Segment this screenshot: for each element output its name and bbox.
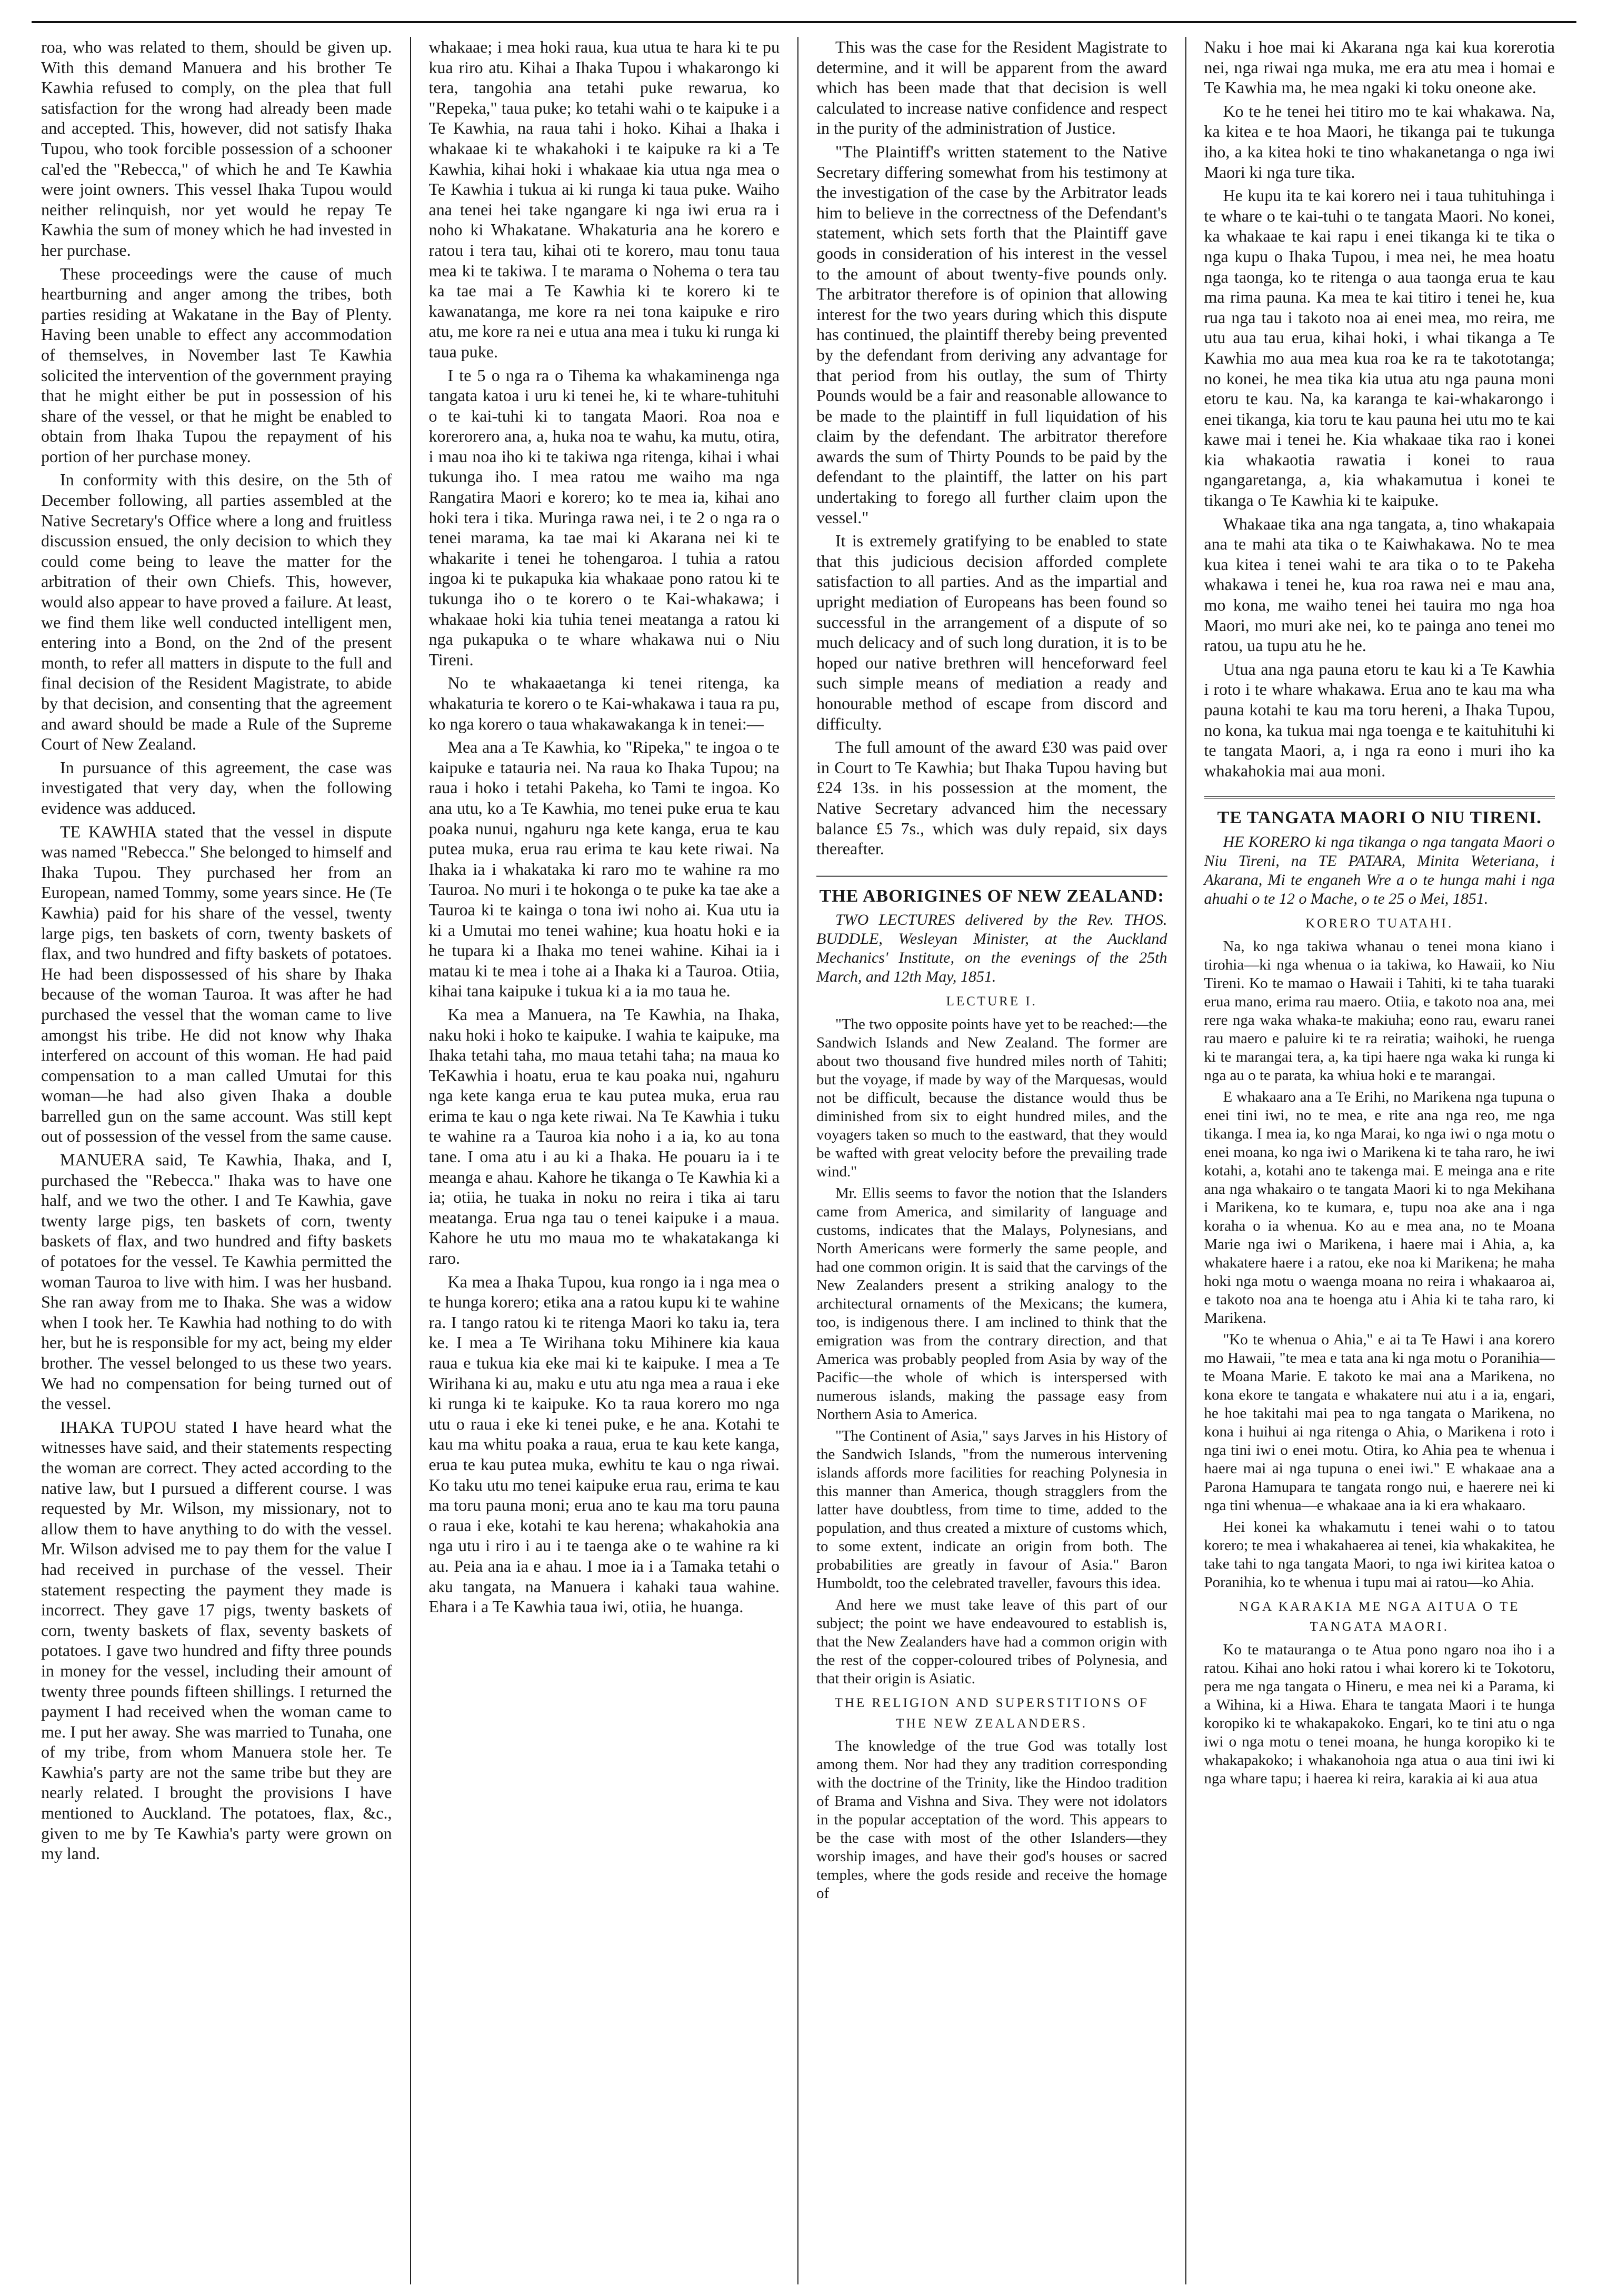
- section-intro: HE KORERO ki nga tikanga o nga tangata Maori o Niu Tireni, na TE PATARA, Minita Weteriana, i Akarana, Mi te enganeh Wre a o te hunga mahi i nga ahuahi o te 12 o Mache, o te 25 o Mei, 1851.: [1204, 833, 1555, 907]
- section-divider: [1204, 796, 1555, 798]
- paragraph: Na, ko nga takiwa whanau o tenei mona kiano i tirohia—ki nga whenua o ia takiwa, ko Hawaii, ko Niu Tireni. Ko te mamao o Hawaii i Tahiti, ki te taha tuaraki erua mano, erima rau maero. Otiia, e takoto noa ana, mei rere nga waka whaka-te makiuha; eono rau, ewaru ranei rau maero e paluire ki te ra reiratia; waihoki, he ruenga ki te marangai tera, a, ka tipi haere nga waka ki runga ki nga au o te parata, ka whiua hoki e te marangai.: [1204, 937, 1555, 1084]
- paragraph: E whakaaro ana a Te Erihi, no Marikena nga tupuna o enei tini iwi, no te mea, e rite ana nga reo, me nga tikanga. I mea ia, ko nga Marai, ko nga iwi o nga motu o enei moana, ko nga iwi o Marikena ki te taha raro, he iwi kotahi, a, kotahi ano te takenga mai. E meinga ana e rite ana nga whakairo o te tangata Maori ki to nga Mekihana i Marikena, ko te kumara, e, tupu noa ake ana i nga koraha o ia whenua. Ko au e mea ana, no te Moana Marie nga iwi o Marikena, i haere mai i Ahia, a, ka whakatere haere i a ratou, eke noa ki Marikena; he maha hoki nga motu o waenga moana no reira i whakaaroa ai, e takoto noa ana te hoenga atu i Ahia ki te taha raro, ki Marikena.: [1204, 1088, 1555, 1326]
- column-3: [797, 37, 1185, 2284]
- paragraph: In conformity with this desire, on the 5th of December following, all parties assembled at the Native Secretary's Office where a long and fruitless discussion ensued, the only decision to which they could come being to leave the matter for the arbitration of their own Chiefs. This, however, would also appear to have proved a failure. At least, we find them like well conducted intelligent men, entering into a Bond, on the 2nd of the present month, to refer all matters in dispute to the full and final decision of the Resident Magistrate, to abide by that decision, and consenting that the agreement and award should be made a Rule of the Supreme Court of New Zealand.: [41, 470, 392, 754]
- section-intro: TWO LECTURES delivered by the Rev. THOS. BUDDLE, Wesleyan Minister, at the Auckland Mechanics' Institute, on the evenings of the 25th March, and 12th May, 1851.: [816, 911, 1167, 986]
- paragraph: I te 5 o nga ra o Tihema ka whakaminenga nga tangata katoa i uru ki tenei he, ki te whare-tuhituhi o te kai-tuhi ki to tangata Maori. Roa noa e korerorero ana, a, huka noa te wahu, ka mutu, otira, i mau noa iho ki te takiwa nga ritenga, kihai i whai tukunga iho. I mea ratou me waiho ma nga Rangatira Maori e korero; ko te mea ia, kihai ano hoki tera i tika. Muringa rawa nei, i te 2 o nga ra o tenei marama, ka tae mai ki Akarana nei ki te whakarite i tenei he tohengaroa. I tuhia a ratou ingoa ki te pukapuka kia whakaae pono ratou ki te tukunga iho o te korero o te Kai-whakawa; i whakaae hoki kia tuhia tenei meatanga a ratou ki nga pukapuka o te whare whakawa nui o Niu Tireni.: [428, 365, 780, 669]
- paragraph: It is extremely gratifying to be enabled to state that this judicious decision afforded complete satisfaction to all parties. And as the impartial and upright mediation of Europeans has been found so successful in the arrangement of a dispute of so much delicacy and of such long duration, it is to be hoped our native brethren will henceforward feel such simple means of mediation a ready and honourable method of escape from discord and difficulty.: [816, 531, 1167, 733]
- lecture-label: LECTURE I.: [946, 994, 1037, 1009]
- paragraph: Naku i hoe mai ki Akarana nga kai kua korerotia nei, nga riwai nga muka, me era atu mea i homai e Te Kawhia ma, he mea ngaki ki toku oneone ake.: [1204, 37, 1555, 97]
- column-2: [410, 37, 798, 2284]
- section-title: TE TANGATA MAORI O NIU TIRENI.: [1217, 808, 1542, 828]
- paragraph: These proceedings were the cause of much heartburning and anger among the tribes, both parties residing at Wakatane in the Bay of Plenty. Having been unable to effect any accommodation of themselves, in November last Te Kawhia solicited the intervention of the government praying that he might either be put in possession of his share of the vessel, or that he might be enabled to obtain from Ihaka Tupou the repayment of his portion of her purchase money.: [41, 264, 392, 466]
- section-title: THE ABORIGINES OF NEW ZEALAND:: [819, 886, 1164, 906]
- lecture-label: KORERO TUATAHI.: [1305, 916, 1454, 931]
- paragraph: Mr. Ellis seems to favor the notion that the Islanders came from America, and similarity of language and customs, indicates that the Malays, Polynesians, and North Americans were formerly the same people, and had one common origin. It is said that the carvings of the New Zealanders present a striking analogy to the architectural ornaments of the Mexicans; the kumera, too, is indigenous there. I am inclined to think that the emigration was from the contrary direction, and that America was probably peopled from Asia by way of the Pacific—the whole of which is interspersed with numerous islands, making the passage easy from Northern Asia to America.: [816, 1184, 1167, 1423]
- paragraph: whakaae; i mea hoki raua, kua utua te hara ki te pu kua riro atu. Kihai a Ihaka Tupou i whakarongo ki tera, tangohia ana tetahi puke rewarua, ko "Repeka," taua puke; ko tetahi wahi o te kaipuke i a Te Kawhia, na raua tahi i hoko. Kihai a Ihaka i whakaae ki te whakahoki i te kaipuke ra ki a Te Kawhia, kihai hoki i whakaae kia utua nga mea o Te Kawhia i tukua ai ki runga ki taua puke. Waiho ana tenei hei take ngangare ki nga iwi erua ra i noho ki Whakatane. Whakaturia ana he korero e ratou i tera tau, kihai oti te korero, mau tonu taua mea ki te takiwa. I te marama o Nohema o tera tau ka tae mai a Te Kawhia ki te korero ki te kawanatanga, me kore ra nei tona kaipuke e riro atu, me kore ra nei e utua ana mea i tuku ki runga ki taua puke.: [428, 37, 780, 361]
- paragraph: No te whakaaetanga ki tenei ritenga, ka whakaturia te korero o te Kai-whakawa i taua ra pu, ko nga korero o taua whakawakanga k in tenei:—: [428, 673, 780, 733]
- sub-heading: NGA KARAKIA ME NGA AITUA O TE TANGATA MAORI.: [1239, 1599, 1520, 1634]
- award-quote: "The Plaintiff's written statement to the Native Secretary differing somewhat from his testimony at the investigation of the case by the Arbitrator leads him to believe in the correctness of the Defendant's statement, which sets forth that the Plaintiff gave goods in consideration of his interest in the vessel to the amount of about twenty-five pounds only. The arbitrator therefore is of opinion that allowing interest for the two years during which this dispute has continued, the plaintiff thereby being prevented by the defendant from deriving any advantage for that period from his outlay, the sum of Thirty Pounds would be a fair and reasonable allowance to be made to the plaintiff in full liquidation of his claim by the defendant. The arbitrator therefore awards the sum of Thirty Pounds to be paid by the defendant to the plaintiff, the latter on his part undertaking to forego all further claim upon the vessel.": [816, 142, 1167, 527]
- paragraph: "Ko te whenua o Ahia," e ai ta Te Hawi i ana korero mo Hawaii, "te mea e tata ana ki nga motu o Poranihia—te Moana Marie. E takoto ke mai ana a Marikena, no kona ekore te tangata e whakatere nui atu i a ia, engari, he hoe takitahi mai pea to nga tangata o Marikena, no kona i huihui ai nga ritenga o Ahia, o Marikena i roto i nga tini iwi o enei motu. Otira, ko Ahia pea te whenua i haere mai ai nga tupuna o enei iwi." E whakaae ana a Parona Hamupara te tangata rongo nui, e haerere nei ki nga tini whenua—e whakaae ana ia ki era whakaaro.: [1204, 1331, 1555, 1514]
- testimony-te-kawhia: TE KAWHIA stated that the vessel in dispute was named "Rebecca." She belonged to himself and Ihaka Tupou. They purchased her from an European, named Tommy, some years since. He (Te Kawhia) paid for his share of the vessel, twenty large pigs, ten baskets of corn, twenty baskets of flax, and two hundred and fifty baskets of potatoes. He had been dispossessed of his share by Ihaka because of the woman Tauroa. It was after he had purchased the vessel that the woman came to live amongst his tribe. He did not know why Ihaka interfered on account of this woman. He had paid compensation to a man called Umutai for this woman—he had also given Ihaka a double barrelled gun on the same account. Was still kept out of possession of the vessel from the same cause.: [41, 822, 392, 1146]
- paragraph: Ka mea a Manuera, na Te Kawhia, na Ihaka, naku hoki i hoko te kaipuke. I wahia te kaipuke, ma Ihaka tetahi taha, mo maua tetahi taha; na maua ko TeKawhia i hoatu, erua te kau poaka nui, ngahuru nga kete kanga erua te kau putea muka, erua rau erima te kau o nga kete riwai. Na Te Kawhia i tuku te wahine ra a Tauroa kia noho i a ia, ko au tona tane. I oma atu i au ki a Ihaka. He pouaru ia i te meanga e ahau. Kahore he tikanga o Te Kawhia ki a ia; otiia, he tuaka in noku no reira i tika ai taru meatanga. Erua nga tau o tenei kaipuke i a maua. Kahore he utu mo maua mo te whakatakanga ki raro.: [428, 1004, 780, 1268]
- column-1: [36, 37, 410, 2284]
- paragraph: In pursuance of this agreement, the case was investigated that very day, when the following evidence was adduced.: [41, 757, 392, 817]
- paragraph: "The two opposite points have yet to be reached:—the Sandwich Islands and New Zealand. The former are about two thousand five hundred miles north of Tahiti; but the voyage, if made by way of the Marquesas, would not be difficult, because the distance would thus be diminished from six to eight hundred miles, and the voyagers taken so much to the eastward, that they would be wafted with great velocity before the prevailing trade wind.": [816, 1015, 1167, 1180]
- paragraph: Ko te matauranga o te Atua pono ngaro noa iho i a ratou. Kihai ano hoki ratou i whai korero ki te Tokotoru, pera me nga tangata o Hineru, e mea nei ki a Parama, ki a Wihina, ki a Hiwa. Ehara te tangata Maori i te hunga koropiko ki te whakapakoko. Engari, ko te tini atu o nga iwi o nga motu o tenei moana, he hunga koropiko ki te whakapakoko; i whakanohoia nga atua o aua tini iwi ki nga whare tapu; i haerea ki reira, karakia ai ki aua atua: [1204, 1641, 1555, 1787]
- paragraph: And here we must take leave of this part of our subject; the point we have endeavoured to establish is, that the New Zealanders have had a common origin with the rest of the copper-coloured tribes of Polynesia, and that their origin is Asiatic.: [816, 1596, 1167, 1687]
- column-4: [1185, 37, 1573, 2284]
- paragraph: Mea ana a Te Kawhia, ko "Ripeka," te ingoa o te kaipuke e tatauria nei. Na raua ko Ihaka Tupou; na raua i hoko i tetahi Pakeha, ko Tami te ingoa. Ko ana utu, ko a Te Kawhia, mo tenei puke erua te kau poaka nunui, ngahuru nga kete kanga, erua te kau putea muka, erua rau erima te kau kete riwai. Na Ihaka ia i whakataka ki raro mo te wahine ra mo Tauroa. No muri i te hokonga o te puke ka tae ake a Tauroa ki te kainga o tona iwi noho ai. Kua utu ia ki a Umutai mo tenei wahine; kua hoatu hoki e ia he tupara ki a Ihaka mo tenei wahine. Kihai ia i matau ki te mea i tohe ai a Ihaka ki a Tauroa. Otiia, kihai tana kaipuke i tukua ki a ia mo taua he.: [428, 737, 780, 1001]
- newspaper-page: [36, 37, 1573, 2284]
- paragraph: The full amount of the award £30 was paid over in Court to Te Kawhia; but Ihaka Tupou having but £24 13s. in his possession at the moment, the Native Secretary advanced him the necessary balance £5 7s., which was duly repaid, six days thereafter.: [816, 737, 1167, 858]
- paragraph: roa, who was related to them, should be given up. With this demand Manuera and his brother Te Kawhia refused to comply, on the plea that full satisfaction for the wrong had already been made and accepted. This, however, did not satisfy Ihaka Tupou, who took forcible possession of a schooner cal'ed the "Rebecca," of which he and Te Kawhia were joint owners. This vessel Ihaka Tupou would neither relinquish, nor yet would he repay Te Kawhia the sum of money which he had invested in her purchase.: [41, 37, 392, 259]
- paragraph: Whakaae tika ana nga tangata, a, tino whakapaia ana te mahi ata tika o te Kaiwhakawa. No te mea kua kitea i tenei wahi te ara tika o to te Pakeha whakawa i tenei he, kua roa rawa nei e mau ana, mo kona, me waiho tenei hei tauira mo nga hoa Maori, mo muri ake nei, ko te painga ano tenei mo ratou, ua tupu atu he he.: [1204, 514, 1555, 655]
- section-divider: [816, 875, 1167, 877]
- top-rule: [32, 21, 1576, 23]
- paragraph: Ka mea a Ihaka Tupou, kua rongo ia i nga mea o te hunga korero; etika ana a ratou kupu ki te wahine ra. I tango ratou ki te ritenga Maori ko taku ia, tera ke. I mea a Te Wirihana toku Mihinere kia kaua raua e tukua kia eke mai ki te kaipuke. I mea a Te Wirihana ki au, maku e utu atu nga mea a raua i eke ki runga ki te kaipuke. Ko ta raua korero mo nga utu o raua i eke ki tenei puke, e he ana. Kotahi te kau ma whitu poaka a raua, erua te kau kete kanga, erua te kau putea muka, ewhitu te kau o nga riwai. Ko taku utu mo tenei kaipuke erua rau, erima te kau ma toru pauna moni; erua ano te kau ma toru pauna o raua i eke, kotahi te kau herena; whakahokia ana nga utu i riro i au i te taenga ake o te wahine ra ki au. Peia ana ia e ahau. I moe ia i a Tamaka tetahi o aku tangata, na Manuera i kahaki taua wahine. Ehara i a Te Kawhia taua iwi, otiia, he huanga.: [428, 1272, 780, 1616]
- paragraph: Hei konei ka whakamutu i tenei wahi o to tatou korero; te mea i whakahaerea ai tenei, kia whakakitea, he take tahi to nga tangata Maori, to nga iwi kiritea katoa o Poranihia, ko te whenua i tupu mai ai ratou—ko Ahia.: [1204, 1518, 1555, 1591]
- testimony-ihaka-tupou: IHAKA TUPOU stated I have heard what the witnesses have said, and their statements respecting the woman are correct. They acted according to the native law, but I pursued a different course. I was requested by Mr. Wilson, my missionary, not to allow them to have anything to do with the vessel. Mr. Wilson advised me to pay them for the value I had received in purchase of the vessel. Their statement respecting the payment they made is incorrect. They gave 17 pigs, twenty baskets of corn, twenty baskets of flax, seventy baskets of potatoes. I gave two hundred and fifty three pounds in money for the vessel, including their amount of twenty three pounds fifteen shillings. I returned the payment I had received when the woman came to me. I put her away. She was married to Tunaha, one of my tribe, from whom Manuera stole her. Te Kawhia's party are not the same tribe but they are nearly related. I brought the provisions I have mentioned to Auckland. The potatoes, flax, &c., given to me by Te Kawhia's party were grown on my land.: [41, 1417, 392, 1863]
- paragraph: This was the case for the Resident Magistrate to determine, and it will be apparent from the award which has been made that that decision is well calculated to increase native confidence and respect in the purity of the administration of Justice.: [816, 37, 1167, 138]
- paragraph: "The Continent of Asia," says Jarves in his History of the Sandwich Islands, "from the numerous intervening islands affords more facilities for reaching Polynesia in this manner than America, though stragglers from the latter have doubtless, from time to time, added to the population, and thus created a mixture of customs which, to some extent, indicate an origin from both. The probabilities are greatly in favour of Asia." Baron Humboldt, too the celebrated traveller, favours this idea.: [816, 1427, 1167, 1592]
- paragraph: Ko te he tenei hei titiro mo te kai whakawa. Na, ka kitea e te hoa Maori, he tikanga pai te tukunga iho, a ka kitea hoki te tino whakanetanga o nga iwi Maori ki nga ture tika.: [1204, 101, 1555, 182]
- paragraph: Utua ana nga pauna etoru te kau ki a Te Kawhia i roto i te whare whakawa. Erua ano te kau ma wha pauna kotahi te kau ma toru hereni, a Ihaka Tupou, no kona, ka tukua mai nga toenga e te kaituhituhi ki te tangata Maori, a, i nga ra eono i muri iho ka whakahokia mai aua moni.: [1204, 659, 1555, 780]
- sub-heading: THE RELIGION AND SUPERSTITIONS OF THE NEW ZEALANDERS.: [834, 1695, 1149, 1731]
- paragraph: He kupu ita te kai korero nei i taua tuhituhinga i te whare o te kai-tuhi o te tangata Maori. No konei, ka whakaae te kai rapu i enei tikanga ki te tika o nga kupu o Ihaka Tupou, i mea nei, he mea hoatu nga taonga, ko te ritenga o aua taonga erua te kau ma rima pauna. Ka mea te kai titiro i tenei he, kua rua nga tau i takoto noa ai enei mea, mo reira, me utu aua tau erua, kihai hoki, i whai tikanga a Te Kawhia mo aua mea kua roa ke ra te takototanga; no konei, he mea tika kia utua atu nga pauna moni etoru te kau. Na, ka karanga te kai-whakarongo i enei tikanga, kia toru te kau pauna hei utu mo te kai kawe mai i tenei he. Kia whakaae tika rao i konei kia whakaotia rawatia i konei to raua ngangaretanga, a, kia whakamutua i konei te tikanga o Te Kawhia ki te kaipuke.: [1204, 186, 1555, 510]
- paragraph: The knowledge of the true God was totally lost among them. Nor had they any tradition corresponding with the doctrine of the Trinity, like the Hindoo tradition of Brama and Vishna and Siva. They were not idolators in the popular acceptation of the word. This appears to be the case with most of the other Islanders—they worship images, and have their god's houses or sacred temples, where the gods reside and receive the homage of: [816, 1738, 1167, 1902]
- testimony-manuera: MANUERA said, Te Kawhia, Ihaka, and I, purchased the "Rebecca." Ihaka was to have one half, and we two the other. I and Te Kawhia, gave twenty large pigs, ten baskets of corn, twenty baskets of flax, and two hundred and fifty baskets of potatoes for the vessel. Te Kawhia permitted the woman Tauroa to live with him. I was her husband. She ran away from me to Ihaka. She was a widow when I took her. Te Kawhia had nothing to do with her, but he is responsible for my act, being my elder brother. The vessel belonged to us these two years. We had no compensation for being turned out of the vessel.: [41, 1150, 392, 1413]
